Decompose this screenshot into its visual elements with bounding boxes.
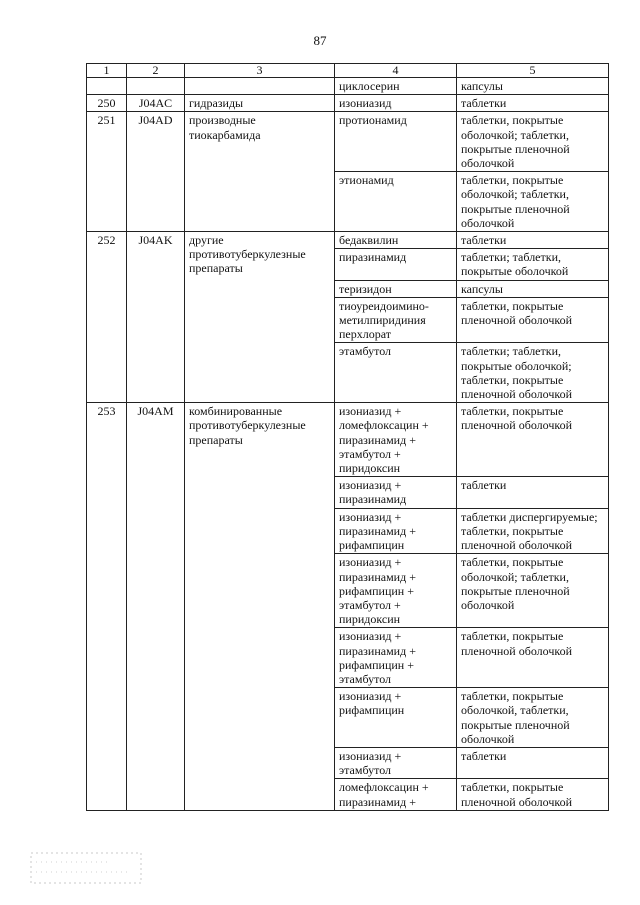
group-name-cell: комбинированные противотуберкулезные препараты (185, 403, 335, 810)
atc-code-cell: J04AK (127, 232, 185, 403)
table-row (87, 112, 609, 172)
group-name-cell: другие противотуберкулезные препараты (185, 232, 335, 403)
dosage-form-cell: капсулы (457, 78, 609, 95)
dosage-form-cell: таблетки диспергируемые; таблетки, покрытые пленочной оболочкой (457, 508, 609, 554)
drug-name-cell: ломефлоксацин + пиразинамид + (335, 779, 457, 810)
atc-code-cell: J04AC (127, 95, 185, 112)
dosage-form-cell: капсулы (457, 280, 609, 297)
drug-name-cell: протионамид (335, 112, 457, 172)
group-name-cell (185, 78, 335, 95)
table-row (87, 95, 609, 112)
dosage-form-cell: таблетки (457, 477, 609, 508)
dosage-form-cell: таблетки (457, 232, 609, 249)
table-header-row (87, 64, 609, 78)
atc-code-cell: J04AM (127, 403, 185, 810)
row-number-cell: 253 (87, 403, 127, 810)
drug-name-cell: изониазид + ломефлоксацин + пиразинамид + этамбутол + пиридоксин (335, 403, 457, 477)
header-cell-5: 5 (457, 64, 609, 78)
drug-name-cell: изониазид + рифампицин (335, 688, 457, 748)
drug-name-cell: изониазид + пиразинамид + рифампицин (335, 508, 457, 554)
dosage-form-cell: таблетки (457, 95, 609, 112)
row-number-cell (87, 78, 127, 95)
drug-name-cell: изониазид (335, 95, 457, 112)
header-cell-3: 3 (185, 64, 335, 78)
table-row (87, 78, 609, 95)
drug-table (86, 63, 609, 811)
drug-name-cell: этамбутол (335, 343, 457, 403)
dosage-form-cell: таблетки; таблетки, покрытые оболочкой; таблетки, покрытые пленочной оболочкой (457, 343, 609, 403)
dosage-form-cell: таблетки, покрытые оболочкой; таблетки, покрытые пленочной оболочкой (457, 172, 609, 232)
row-number-cell: 250 (87, 95, 127, 112)
drug-name-cell: изониазид + пиразинамид (335, 477, 457, 508)
table-row (87, 232, 609, 249)
atc-code-cell (127, 78, 185, 95)
drug-name-cell: циклосерин (335, 78, 457, 95)
drug-name-cell: бедаквилин (335, 232, 457, 249)
dosage-form-cell: таблетки, покрытые оболочкой; таблетки, покрытые пленочной оболочкой (457, 112, 609, 172)
dosage-form-cell: таблетки, покрытые оболочкой, таблетки, покрытые пленочной оболочкой (457, 688, 609, 748)
header-cell-4: 4 (335, 64, 457, 78)
drug-name-cell: теризидон (335, 280, 457, 297)
group-name-cell: производные тиокарбамида (185, 112, 335, 232)
dosage-form-cell: таблетки; таблетки, покрытые оболочкой (457, 249, 609, 280)
row-number-cell: 251 (87, 112, 127, 232)
dosage-form-cell: таблетки, покрытые пленочной оболочкой (457, 403, 609, 477)
drug-name-cell: этионамид (335, 172, 457, 232)
page-number: 87 (313, 33, 327, 48)
drug-name-cell: пиразинамид (335, 249, 457, 280)
row-number-cell: 252 (87, 232, 127, 403)
dosage-form-cell: таблетки, покрытые пленочной оболочкой (457, 779, 609, 810)
dosage-form-cell: таблетки (457, 747, 609, 778)
drug-name-cell: тиоуреидоимино-метилпиридиния перхлорат (335, 297, 457, 343)
drug-name-cell: изониазид + пиразинамид + рифампицин + этамбутол + пиридоксин (335, 554, 457, 628)
header-cell-2: 2 (127, 64, 185, 78)
dosage-form-cell: таблетки, покрытые оболочкой; таблетки, покрытые пленочной оболочкой (457, 554, 609, 628)
dosage-form-cell: таблетки, покрытые пленочной оболочкой (457, 297, 609, 343)
dosage-form-cell: таблетки, покрытые пленочной оболочкой (457, 628, 609, 688)
group-name-cell: гидразиды (185, 95, 335, 112)
table-row (87, 403, 609, 477)
drug-name-cell: изониазид + этамбутол (335, 747, 457, 778)
drug-name-cell: изониазид + пиразинамид + рифампицин + этамбутол (335, 628, 457, 688)
faint-stamp-mark (30, 850, 142, 886)
header-cell-1: 1 (87, 64, 127, 78)
atc-code-cell: J04AD (127, 112, 185, 232)
